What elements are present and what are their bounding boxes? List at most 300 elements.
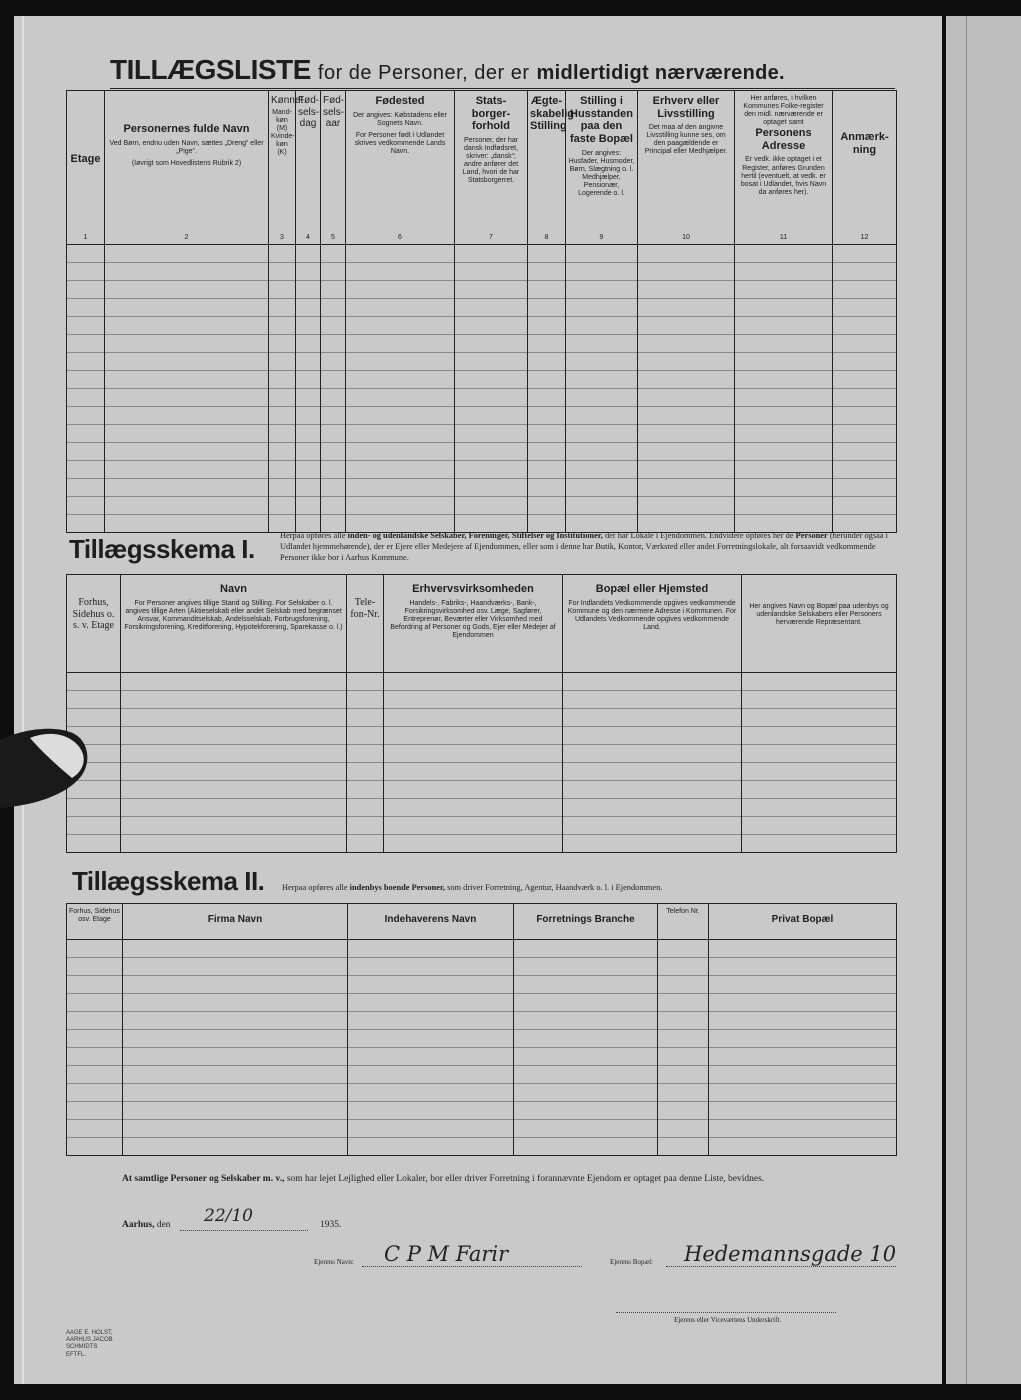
table1-cell[interactable] xyxy=(346,371,455,389)
skema1-cell[interactable] xyxy=(67,835,121,853)
table1-cell[interactable] xyxy=(833,353,897,371)
skema2-cell[interactable] xyxy=(123,1084,348,1102)
skema2-cell[interactable] xyxy=(658,976,709,994)
table1-cell[interactable] xyxy=(455,353,528,371)
table1-cell[interactable] xyxy=(346,353,455,371)
skema2-cell[interactable] xyxy=(348,976,514,994)
skema1-cell[interactable] xyxy=(121,709,347,727)
skema1-cell[interactable] xyxy=(384,691,563,709)
skema1-cell[interactable] xyxy=(347,727,384,745)
skema2-cell[interactable] xyxy=(709,1066,897,1084)
skema2-cell[interactable] xyxy=(658,994,709,1012)
table1-cell[interactable] xyxy=(321,425,346,443)
skema1-cell[interactable] xyxy=(384,727,563,745)
skema2-cell[interactable] xyxy=(123,1048,348,1066)
table1-cell[interactable] xyxy=(269,497,296,515)
skema2-cell[interactable] xyxy=(67,1102,123,1120)
skema2-cell[interactable] xyxy=(658,1048,709,1066)
table1-cell[interactable] xyxy=(346,335,455,353)
table1-cell[interactable] xyxy=(833,245,897,263)
skema2-cell[interactable] xyxy=(514,1120,658,1138)
skema2-cell[interactable] xyxy=(123,976,348,994)
table1-cell[interactable] xyxy=(105,425,269,443)
table1-cell[interactable] xyxy=(638,497,735,515)
table1-cell[interactable] xyxy=(735,353,833,371)
table1-cell[interactable] xyxy=(346,299,455,317)
table1-cell[interactable] xyxy=(638,353,735,371)
skema2-cell[interactable] xyxy=(514,1138,658,1156)
table1-cell[interactable] xyxy=(67,425,105,443)
table1-cell[interactable] xyxy=(528,317,566,335)
skema2-cell[interactable] xyxy=(658,1012,709,1030)
table1-cell[interactable] xyxy=(296,245,321,263)
table1-cell[interactable] xyxy=(105,263,269,281)
skema2-cell[interactable] xyxy=(123,994,348,1012)
table1-cell[interactable] xyxy=(528,281,566,299)
table1-cell[interactable] xyxy=(105,281,269,299)
skema2-cell[interactable] xyxy=(67,940,123,958)
skema2-cell[interactable] xyxy=(123,1066,348,1084)
table1-cell[interactable] xyxy=(269,299,296,317)
table1-cell[interactable] xyxy=(346,425,455,443)
table1-cell[interactable] xyxy=(67,245,105,263)
table1-cell[interactable] xyxy=(67,461,105,479)
skema1-cell[interactable] xyxy=(384,709,563,727)
skema2-cell[interactable] xyxy=(123,958,348,976)
table1-cell[interactable] xyxy=(269,443,296,461)
table1-cell[interactable] xyxy=(105,443,269,461)
skema2-cell[interactable] xyxy=(348,1120,514,1138)
skema2-cell[interactable] xyxy=(709,940,897,958)
skema2-cell[interactable] xyxy=(348,940,514,958)
table1-cell[interactable] xyxy=(269,353,296,371)
skema1-cell[interactable] xyxy=(121,799,347,817)
table1-cell[interactable] xyxy=(321,281,346,299)
skema1-cell[interactable] xyxy=(121,673,347,691)
skema1-cell[interactable] xyxy=(742,727,897,745)
skema2-cell[interactable] xyxy=(658,1138,709,1156)
table1-cell[interactable] xyxy=(833,479,897,497)
skema1-cell[interactable] xyxy=(563,817,742,835)
skema2-cell[interactable] xyxy=(514,1102,658,1120)
table1-cell[interactable] xyxy=(455,317,528,335)
skema2-cell[interactable] xyxy=(67,1120,123,1138)
skema2-cell[interactable] xyxy=(67,1012,123,1030)
table1-cell[interactable] xyxy=(455,263,528,281)
skema2-cell[interactable] xyxy=(709,958,897,976)
table1-cell[interactable] xyxy=(269,425,296,443)
table1-cell[interactable] xyxy=(269,245,296,263)
table1-cell[interactable] xyxy=(269,461,296,479)
table1-cell[interactable] xyxy=(455,299,528,317)
table1-cell[interactable] xyxy=(735,281,833,299)
skema1-cell[interactable] xyxy=(563,673,742,691)
skema1-cell[interactable] xyxy=(121,745,347,763)
table1-cell[interactable] xyxy=(346,497,455,515)
table1-cell[interactable] xyxy=(566,281,638,299)
table1-cell[interactable] xyxy=(833,371,897,389)
skema1-cell[interactable] xyxy=(563,691,742,709)
table1-cell[interactable] xyxy=(638,371,735,389)
skema1-cell[interactable] xyxy=(347,709,384,727)
table1-cell[interactable] xyxy=(566,389,638,407)
table1-cell[interactable] xyxy=(296,443,321,461)
skema2-cell[interactable] xyxy=(514,1066,658,1084)
table1-cell[interactable] xyxy=(528,371,566,389)
table1-cell[interactable] xyxy=(566,407,638,425)
table1-cell[interactable] xyxy=(735,389,833,407)
table1-cell[interactable] xyxy=(566,497,638,515)
table1-cell[interactable] xyxy=(105,389,269,407)
table1-cell[interactable] xyxy=(638,281,735,299)
skema1-cell[interactable] xyxy=(384,817,563,835)
table1-cell[interactable] xyxy=(735,479,833,497)
table1-cell[interactable] xyxy=(528,479,566,497)
skema1-cell[interactable] xyxy=(384,781,563,799)
table1-cell[interactable] xyxy=(455,281,528,299)
table1-cell[interactable] xyxy=(321,407,346,425)
skema1-cell[interactable] xyxy=(347,691,384,709)
table1-cell[interactable] xyxy=(455,497,528,515)
table1-cell[interactable] xyxy=(269,479,296,497)
table1-cell[interactable] xyxy=(67,371,105,389)
skema2-cell[interactable] xyxy=(67,1066,123,1084)
table1-cell[interactable] xyxy=(296,371,321,389)
skema1-cell[interactable] xyxy=(67,691,121,709)
table1-cell[interactable] xyxy=(105,299,269,317)
table1-cell[interactable] xyxy=(296,317,321,335)
skema2-cell[interactable] xyxy=(348,1084,514,1102)
skema2-cell[interactable] xyxy=(514,1030,658,1048)
table1-cell[interactable] xyxy=(735,425,833,443)
skema2-cell[interactable] xyxy=(658,1102,709,1120)
table1-cell[interactable] xyxy=(321,443,346,461)
skema1-cell[interactable] xyxy=(347,763,384,781)
table1-cell[interactable] xyxy=(833,335,897,353)
skema2-cell[interactable] xyxy=(67,994,123,1012)
table1-cell[interactable] xyxy=(833,389,897,407)
skema1-cell[interactable] xyxy=(563,709,742,727)
skema2-cell[interactable] xyxy=(348,1048,514,1066)
skema2-cell[interactable] xyxy=(123,1012,348,1030)
table1-cell[interactable] xyxy=(833,461,897,479)
skema1-cell[interactable] xyxy=(347,817,384,835)
skema1-cell[interactable] xyxy=(384,673,563,691)
table1-cell[interactable] xyxy=(735,407,833,425)
table1-cell[interactable] xyxy=(105,245,269,263)
table1-cell[interactable] xyxy=(566,479,638,497)
table1-cell[interactable] xyxy=(346,461,455,479)
table1-cell[interactable] xyxy=(566,335,638,353)
skema1-cell[interactable] xyxy=(384,763,563,781)
skema1-cell[interactable] xyxy=(563,745,742,763)
skema1-cell[interactable] xyxy=(67,673,121,691)
table1-cell[interactable] xyxy=(67,497,105,515)
table1-cell[interactable] xyxy=(269,317,296,335)
table1-cell[interactable] xyxy=(67,515,105,533)
table1-cell[interactable] xyxy=(833,497,897,515)
table1-cell[interactable] xyxy=(321,263,346,281)
table1-cell[interactable] xyxy=(528,407,566,425)
skema1-cell[interactable] xyxy=(563,799,742,817)
table1-cell[interactable] xyxy=(346,317,455,335)
table1-cell[interactable] xyxy=(735,443,833,461)
table1-cell[interactable] xyxy=(833,425,897,443)
skema2-cell[interactable] xyxy=(658,1084,709,1102)
table1-cell[interactable] xyxy=(269,389,296,407)
skema2-cell[interactable] xyxy=(514,940,658,958)
table1-cell[interactable] xyxy=(566,443,638,461)
skema2-cell[interactable] xyxy=(658,1120,709,1138)
skema2-cell[interactable] xyxy=(658,1066,709,1084)
skema1-cell[interactable] xyxy=(563,727,742,745)
table1-cell[interactable] xyxy=(67,317,105,335)
skema2-cell[interactable] xyxy=(514,994,658,1012)
table1-cell[interactable] xyxy=(638,389,735,407)
table1-cell[interactable] xyxy=(269,371,296,389)
table1-cell[interactable] xyxy=(528,335,566,353)
table1-cell[interactable] xyxy=(105,479,269,497)
skema1-cell[interactable] xyxy=(121,835,347,853)
table1-cell[interactable] xyxy=(528,425,566,443)
table1-cell[interactable] xyxy=(321,317,346,335)
table1-cell[interactable] xyxy=(321,497,346,515)
skema2-cell[interactable] xyxy=(123,1102,348,1120)
table1-cell[interactable] xyxy=(321,353,346,371)
table1-cell[interactable] xyxy=(455,425,528,443)
table1-cell[interactable] xyxy=(67,443,105,461)
table1-cell[interactable] xyxy=(735,371,833,389)
skema1-cell[interactable] xyxy=(742,709,897,727)
table1-cell[interactable] xyxy=(638,299,735,317)
table1-cell[interactable] xyxy=(269,335,296,353)
table1-cell[interactable] xyxy=(321,461,346,479)
table1-cell[interactable] xyxy=(346,407,455,425)
skema1-cell[interactable] xyxy=(347,781,384,799)
table1-cell[interactable] xyxy=(833,443,897,461)
table1-cell[interactable] xyxy=(455,335,528,353)
table1-cell[interactable] xyxy=(566,461,638,479)
table1-cell[interactable] xyxy=(105,371,269,389)
table1-cell[interactable] xyxy=(67,353,105,371)
skema2-cell[interactable] xyxy=(67,958,123,976)
skema1-cell[interactable] xyxy=(347,745,384,763)
table1-cell[interactable] xyxy=(528,497,566,515)
table1-cell[interactable] xyxy=(67,335,105,353)
skema2-cell[interactable] xyxy=(123,1120,348,1138)
skema2-cell[interactable] xyxy=(709,1138,897,1156)
skema2-cell[interactable] xyxy=(67,976,123,994)
table1-cell[interactable] xyxy=(528,245,566,263)
table1-cell[interactable] xyxy=(638,335,735,353)
table1-cell[interactable] xyxy=(735,497,833,515)
skema2-cell[interactable] xyxy=(67,1138,123,1156)
table1-cell[interactable] xyxy=(321,299,346,317)
table1-cell[interactable] xyxy=(296,497,321,515)
table1-cell[interactable] xyxy=(638,461,735,479)
table1-cell[interactable] xyxy=(269,263,296,281)
skema2-cell[interactable] xyxy=(67,1048,123,1066)
skema1-cell[interactable] xyxy=(742,745,897,763)
skema2-cell[interactable] xyxy=(514,1084,658,1102)
skema1-cell[interactable] xyxy=(67,817,121,835)
table1-cell[interactable] xyxy=(296,299,321,317)
skema1-cell[interactable] xyxy=(742,673,897,691)
table1-cell[interactable] xyxy=(105,353,269,371)
skema2-cell[interactable] xyxy=(514,976,658,994)
skema1-cell[interactable] xyxy=(742,799,897,817)
skema1-cell[interactable] xyxy=(563,835,742,853)
table1-cell[interactable] xyxy=(566,245,638,263)
table1-cell[interactable] xyxy=(455,389,528,407)
table1-cell[interactable] xyxy=(833,281,897,299)
table1-cell[interactable] xyxy=(638,263,735,281)
table1-cell[interactable] xyxy=(346,263,455,281)
skema2-cell[interactable] xyxy=(709,1120,897,1138)
table1-cell[interactable] xyxy=(105,497,269,515)
table1-cell[interactable] xyxy=(105,317,269,335)
table1-cell[interactable] xyxy=(67,389,105,407)
skema2-cell[interactable] xyxy=(658,958,709,976)
table1-cell[interactable] xyxy=(346,389,455,407)
skema2-cell[interactable] xyxy=(348,1030,514,1048)
table1-cell[interactable] xyxy=(105,407,269,425)
table1-cell[interactable] xyxy=(528,299,566,317)
skema2-cell[interactable] xyxy=(123,1138,348,1156)
table1-cell[interactable] xyxy=(321,479,346,497)
table1-cell[interactable] xyxy=(735,299,833,317)
table1-cell[interactable] xyxy=(296,335,321,353)
skema2-cell[interactable] xyxy=(348,1066,514,1084)
skema1-cell[interactable] xyxy=(347,673,384,691)
skema2-cell[interactable] xyxy=(348,1138,514,1156)
skema1-cell[interactable] xyxy=(742,817,897,835)
table1-cell[interactable] xyxy=(296,389,321,407)
skema2-cell[interactable] xyxy=(514,1048,658,1066)
table1-cell[interactable] xyxy=(566,425,638,443)
table1-cell[interactable] xyxy=(566,317,638,335)
table1-cell[interactable] xyxy=(735,461,833,479)
table1-cell[interactable] xyxy=(321,389,346,407)
table1-cell[interactable] xyxy=(67,299,105,317)
skema1-cell[interactable] xyxy=(563,781,742,799)
table1-cell[interactable] xyxy=(67,263,105,281)
skema2-cell[interactable] xyxy=(709,1030,897,1048)
table1-cell[interactable] xyxy=(296,479,321,497)
table1-cell[interactable] xyxy=(566,353,638,371)
table1-cell[interactable] xyxy=(735,317,833,335)
table1-cell[interactable] xyxy=(346,443,455,461)
table1-cell[interactable] xyxy=(296,425,321,443)
table1-cell[interactable] xyxy=(528,443,566,461)
table1-cell[interactable] xyxy=(269,407,296,425)
skema1-cell[interactable] xyxy=(121,781,347,799)
skema1-cell[interactable] xyxy=(384,799,563,817)
table1-cell[interactable] xyxy=(455,245,528,263)
table1-cell[interactable] xyxy=(455,479,528,497)
skema2-cell[interactable] xyxy=(348,1012,514,1030)
table1-cell[interactable] xyxy=(296,353,321,371)
table1-cell[interactable] xyxy=(833,263,897,281)
table1-cell[interactable] xyxy=(735,335,833,353)
table1-cell[interactable] xyxy=(67,281,105,299)
skema2-cell[interactable] xyxy=(348,1102,514,1120)
skema1-cell[interactable] xyxy=(347,835,384,853)
table1-cell[interactable] xyxy=(296,407,321,425)
table1-cell[interactable] xyxy=(105,461,269,479)
table1-cell[interactable] xyxy=(67,479,105,497)
skema2-cell[interactable] xyxy=(123,1030,348,1048)
skema2-cell[interactable] xyxy=(709,976,897,994)
skema1-cell[interactable] xyxy=(384,745,563,763)
table1-cell[interactable] xyxy=(638,407,735,425)
table1-cell[interactable] xyxy=(296,461,321,479)
skema2-cell[interactable] xyxy=(123,940,348,958)
table1-cell[interactable] xyxy=(321,371,346,389)
skema1-cell[interactable] xyxy=(121,763,347,781)
table1-cell[interactable] xyxy=(528,263,566,281)
table1-cell[interactable] xyxy=(105,515,269,533)
skema1-cell[interactable] xyxy=(563,763,742,781)
skema1-cell[interactable] xyxy=(121,691,347,709)
table1-cell[interactable] xyxy=(566,263,638,281)
table1-cell[interactable] xyxy=(455,371,528,389)
table1-cell[interactable] xyxy=(296,263,321,281)
table1-cell[interactable] xyxy=(321,335,346,353)
table1-cell[interactable] xyxy=(833,299,897,317)
skema1-cell[interactable] xyxy=(121,727,347,745)
skema2-cell[interactable] xyxy=(709,1048,897,1066)
table1-cell[interactable] xyxy=(346,281,455,299)
table1-cell[interactable] xyxy=(833,407,897,425)
skema2-cell[interactable] xyxy=(709,1084,897,1102)
skema2-cell[interactable] xyxy=(658,1030,709,1048)
table1-cell[interactable] xyxy=(566,371,638,389)
table1-cell[interactable] xyxy=(735,245,833,263)
skema2-cell[interactable] xyxy=(348,994,514,1012)
skema1-cell[interactable] xyxy=(742,835,897,853)
table1-cell[interactable] xyxy=(638,443,735,461)
skema1-cell[interactable] xyxy=(742,691,897,709)
table1-cell[interactable] xyxy=(455,443,528,461)
table1-cell[interactable] xyxy=(528,353,566,371)
skema2-cell[interactable] xyxy=(709,1102,897,1120)
skema1-cell[interactable] xyxy=(384,835,563,853)
table1-cell[interactable] xyxy=(296,281,321,299)
skema2-cell[interactable] xyxy=(514,958,658,976)
table1-cell[interactable] xyxy=(833,317,897,335)
skema1-cell[interactable] xyxy=(742,763,897,781)
table1-cell[interactable] xyxy=(455,407,528,425)
skema2-cell[interactable] xyxy=(514,1012,658,1030)
table1-cell[interactable] xyxy=(528,461,566,479)
skema2-cell[interactable] xyxy=(709,1012,897,1030)
skema2-cell[interactable] xyxy=(348,958,514,976)
skema1-cell[interactable] xyxy=(347,799,384,817)
skema1-cell[interactable] xyxy=(121,817,347,835)
table1-cell[interactable] xyxy=(105,335,269,353)
skema2-cell[interactable] xyxy=(709,994,897,1012)
table1-cell[interactable] xyxy=(67,407,105,425)
table1-cell[interactable] xyxy=(528,389,566,407)
table1-cell[interactable] xyxy=(346,479,455,497)
skema2-cell[interactable] xyxy=(67,1084,123,1102)
table1-cell[interactable] xyxy=(735,263,833,281)
table1-cell[interactable] xyxy=(638,317,735,335)
table1-cell[interactable] xyxy=(346,245,455,263)
table1-cell[interactable] xyxy=(455,461,528,479)
skema2-cell[interactable] xyxy=(658,940,709,958)
